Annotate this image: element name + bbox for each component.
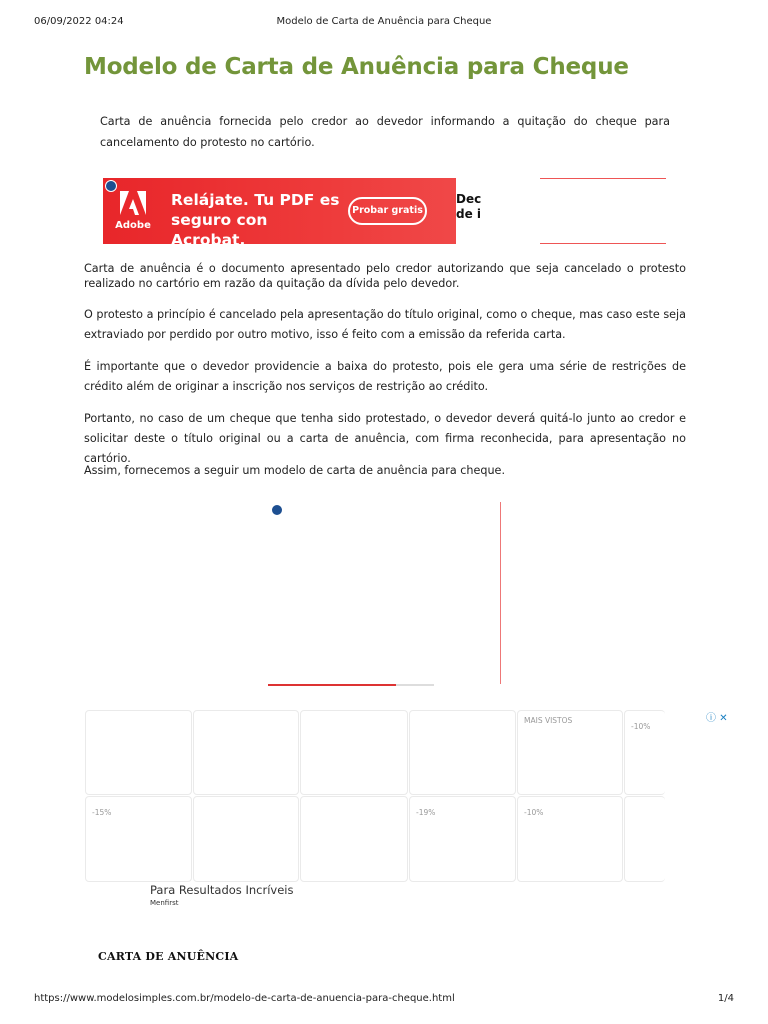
article-paragraph: Assim, fornecemos a seguir um modelo de carta de anuência para cheque. <box>84 464 506 477</box>
product-card[interactable] <box>300 710 408 795</box>
sponsor-name[interactable]: Menfirst <box>150 899 179 907</box>
article-paragraph: O protesto a princípio é cancelado pela apresentação do título original, como o cheque, mas caso este seja extraviado por perdido por outro motivo, isso é feito com a emissão da referida carta. <box>84 308 686 341</box>
discount-badge: -19% <box>416 808 436 817</box>
discount-badge: -10% <box>631 722 651 731</box>
article-paragraph: É importante que o devedor providencie a baixa do protesto, pois ele gera uma série de restrições de crédito além de originar a inscrição nos serviços de restrição ao crédito. <box>84 360 686 393</box>
close-icon[interactable]: ✕ <box>719 713 728 724</box>
article-paragraph: Portanto, no caso de um cheque que tenha sido protestado, o devedor deverá quitá-lo junto ao credor e solicitar deste o título original ou a carta de anuência, com firma reconhecida, para apresentação no cartório. <box>84 412 686 465</box>
print-page-title: Modelo de Carta de Anuência para Cheque <box>276 16 492 27</box>
sponsor-title[interactable]: Para Resultados Incríveis <box>150 883 294 897</box>
try-free-button[interactable]: Probar gratis <box>348 197 427 225</box>
article-title: Modelo de Carta de Anuência para Cheque <box>84 54 629 80</box>
ad-slot-border <box>268 684 396 686</box>
product-card[interactable] <box>85 796 192 882</box>
side-ad-partial[interactable] <box>456 178 666 244</box>
product-card[interactable] <box>624 710 665 795</box>
most-viewed-label: MAIS VISTOS <box>524 716 573 725</box>
product-card[interactable] <box>193 796 299 882</box>
page-url: https://www.modelosimples.com.br/modelo-de-carta-de-anuencia-para-cheque.html <box>34 993 455 1004</box>
product-card[interactable] <box>193 710 299 795</box>
section-heading: CARTA DE ANUÊNCIA <box>98 950 239 963</box>
ad-border-top <box>540 178 666 179</box>
ad-controls <box>706 709 728 724</box>
product-card[interactable] <box>624 796 665 882</box>
adobe-logo <box>115 190 151 234</box>
product-card[interactable] <box>300 796 408 882</box>
ad-choices-icon[interactable] <box>271 504 283 516</box>
product-card[interactable] <box>85 710 192 795</box>
ad-slot-border <box>396 684 434 686</box>
acrobat-ad-banner[interactable] <box>103 178 477 249</box>
discount-badge: -10% <box>524 808 544 817</box>
article-intro: Carta de anuência fornecida pelo credor ao devedor informando a quitação do cheque para cancelamento do protesto no cartório. <box>100 115 670 149</box>
product-card[interactable] <box>409 710 516 795</box>
ad-slot-border <box>500 502 501 684</box>
adobe-brand-label: Adobe <box>115 220 151 231</box>
product-grid-ad[interactable] <box>85 710 665 882</box>
ad-border-bottom <box>540 243 666 244</box>
print-datetime: 06/09/2022 04:24 <box>34 16 124 27</box>
ad-headline: Relájate. Tu PDF es seguro con Acrobat. <box>171 191 340 249</box>
empty-ad-slot[interactable] <box>268 502 502 686</box>
product-card[interactable] <box>517 710 623 795</box>
discount-badge: -15% <box>92 808 112 817</box>
side-ad-text: Dec de i <box>456 192 482 221</box>
info-icon[interactable]: ⓘ <box>706 713 716 724</box>
adobe-a-icon <box>120 190 146 216</box>
article-paragraph: Carta de anuência é o documento apresentado pelo credor autorizando que seja cancelado o protesto realizado no cartório em razão da quitação da dívida pelo devedor. <box>84 262 686 290</box>
product-card[interactable] <box>517 796 623 882</box>
page-number: 1/4 <box>717 993 734 1004</box>
product-card[interactable] <box>409 796 516 882</box>
